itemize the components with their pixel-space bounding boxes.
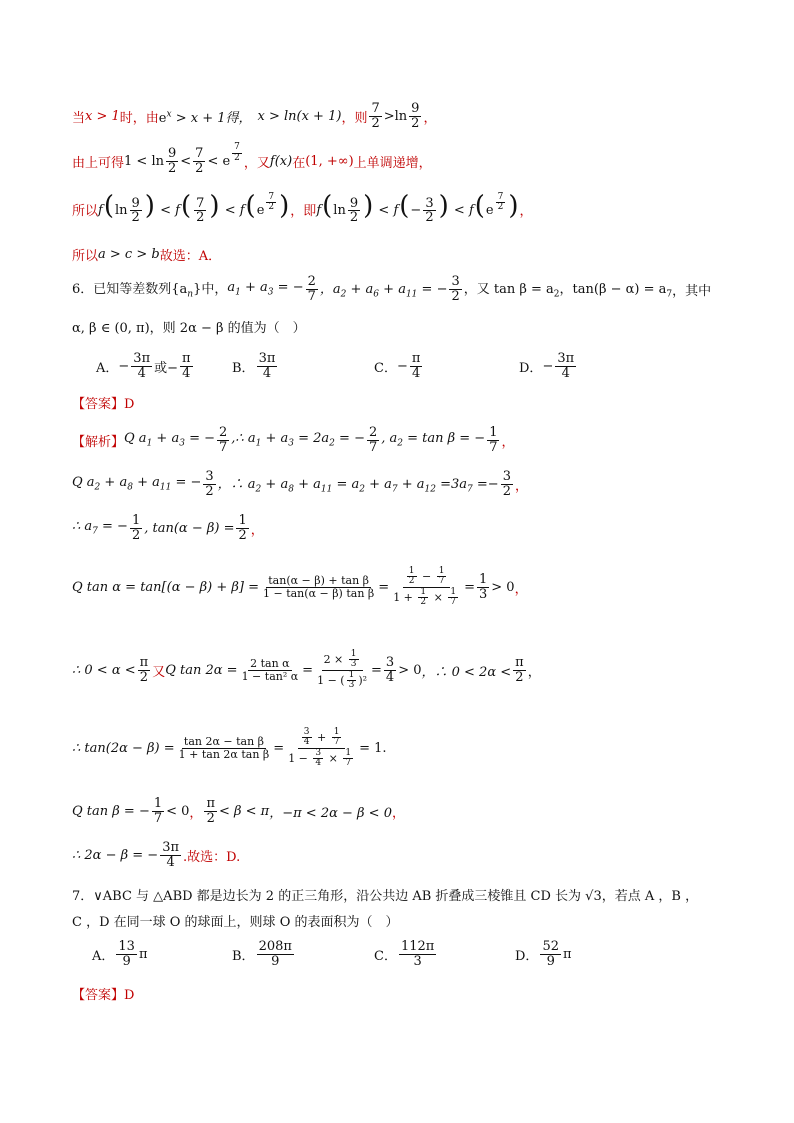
- q6-option-d[interactable]: D． − $\frac{3\pi}{4}$: [519, 350, 575, 381]
- q7-option-c[interactable]: C． $\frac{112\pi}{3}$: [374, 938, 435, 969]
- solution-line-2: [72, 142, 754, 177]
- math: ，又 $\tan \beta = a_2$: [463, 282, 560, 300]
- text: ，: [519, 203, 533, 219]
- compound-fraction: $\frac{3}{4}$ + $\frac{1}{7}$ 1 − $\frac{3}{4}$ × $\frac{1}{7}$: [288, 726, 352, 768]
- q6-option-a[interactable]: A． − $\frac{3\pi}{4}$ 或− $\frac{\pi}{4}$: [96, 350, 191, 381]
- math: 1 < ln: [124, 153, 164, 169]
- q6-solution-line-1: 【解析】 Q $a_1 + a_3$ = − $\frac{2}{7}$ ,∴ $a_1 + a_3 = 2a_2$ = − $\frac{2}{7}$ , $a_2 = \tan \beta$ = − $\frac{1}{7}$ ，: [72, 424, 515, 455]
- question-7-stem-line-2: C ，D 在同一球 O 的球面上，则球 O 的表面积为（ ）: [72, 914, 399, 930]
- text: 由上可得: [72, 155, 125, 171]
- q6-solution-line-3: ∴ $a_7$ = − $\frac{1}{2}$ , tan(α − β) = $\frac{1}{2}$ ，: [72, 512, 264, 543]
- text: 时，由: [119, 110, 159, 126]
- fraction: $\frac{7}{2}$: [371, 100, 380, 131]
- q6-solution-line-8: ∴ 2α − β = − $\frac{3\pi}{4}$ .故选：D.: [72, 839, 241, 870]
- math: f(x): [269, 153, 293, 169]
- text: ，即: [290, 203, 317, 219]
- math: ，$\tan(\beta - \alpha) = a_7$: [559, 282, 673, 300]
- text: 上单调递增，: [353, 155, 432, 171]
- math: a > c > b: [98, 246, 160, 262]
- text: ，则: [341, 110, 368, 126]
- math: ，$a_2 + a_6 + a_{11}$ = −: [319, 282, 448, 300]
- fraction: $\frac{2}{7}$: [307, 273, 316, 304]
- q6-answer: 【答案】D: [72, 396, 135, 412]
- compound-fraction: 2 × $\frac{1}{3}$ 1 − ( $\frac{1}{3}$ )²: [317, 648, 368, 690]
- text: 在: [292, 155, 306, 171]
- fraction: $\frac{7}{2}$: [195, 145, 204, 176]
- math: < e: [207, 153, 231, 169]
- q7-option-d[interactable]: D． $\frac{52}{9}$ π: [515, 938, 572, 969]
- text: ，: [423, 110, 437, 126]
- solution-line-3: [72, 190, 754, 228]
- math: x > 1: [85, 108, 120, 124]
- compound-fraction: $\frac{1}{2}$ − $\frac{1}{7}$ 1 + $\frac{1}{2}$ × $\frac{1}{7}$: [393, 565, 457, 607]
- q7-option-b[interactable]: B． $\frac{208\pi}{9}$: [232, 938, 292, 969]
- q6-solution-line-5: ∴ 0 < α < $\frac{\pi}{2}$ 又 Q tan 2α = $\frac{\text{2 tan α}}{\text{1 − tan² α}}$ = 2 × $\frac{1}{3}$ 1 − ( $\frac{1}{3}$ )² = $\frac{3}{4}$ > 0 ，∴ 0 < 2α < $\frac{\pi}{2}$ ，: [72, 648, 541, 690]
- fraction: $\frac{9}{2}$: [167, 145, 177, 176]
- math: <: [180, 153, 192, 169]
- q6-option-c[interactable]: C． − $\frac{\pi}{4}$: [374, 350, 421, 381]
- q6-option-b[interactable]: B． $\frac{3\pi}{4}$: [232, 350, 276, 381]
- text: α, β ∈ (0, π)，则 2α − β 的值为（ ）: [72, 320, 306, 336]
- q6-solution-line-6: ∴ tan(2α − β) = $\frac{\text{tan 2α − tan β}}{\text{1 + tan 2α tan β}}$ = $\frac{3}{4}$ + $\frac{1}{7}$ 1 − $\frac{3}{4}$ × $\frac{1}{7}$ = 1.: [72, 726, 387, 768]
- question-6-stem-line-2: [72, 315, 754, 337]
- math: f(ln $\frac{9}{2}$ ) < f(− $\frac{3}{2}$ ) < f(e $\frac{7}{2}$ ): [316, 191, 519, 226]
- solution-line-1: [72, 100, 754, 131]
- math: x > ln(x + 1): [257, 108, 342, 124]
- math: f(ln $\frac{9}{2}$ ) < f( $\frac{7}{2}$ ) < f(e $\frac{7}{2}$ ): [98, 191, 290, 226]
- q6-solution-line-4: Q tan α = tan[(α − β) + β] = $\frac{\text{tan(α − β) + tan β}}{\text{1 − tan(α − β) tan β}}$ = $\frac{1}{2}$ − $\frac{1}{7}$ 1 + $\frac{1}{2}$ × $\frac{1}{7}$ = $\frac{1}{3}$ > 0 ，: [72, 565, 528, 607]
- text: 6．已知等差数列$\{a_n\}$中，: [72, 282, 228, 300]
- math: (1, +∞): [305, 153, 354, 169]
- math: >ln: [383, 108, 408, 124]
- q6-solution-line-7: Q tan β = − $\frac{1}{7}$ < 0 ， $\frac{\pi}{2}$ < β < π ，−π < 2α − β < 0 ，: [72, 795, 405, 826]
- fraction: $\frac{9}{2}$: [411, 100, 420, 131]
- text: 故选：A．: [159, 248, 222, 264]
- fraction: $\frac{7}{2}$: [234, 142, 240, 163]
- fraction: $\frac{3}{2}$: [451, 273, 460, 304]
- text: ，其中: [672, 283, 712, 299]
- text: 所以: [72, 203, 99, 219]
- q6-solution-line-2: Q $a_2 + a_8 + a_{11}$ = − $\frac{3}{2}$ ，∴ $a_2 + a_8 + a_{11} = a_2 + a_7 + a_{12} =3a_7$ =− $\frac{3}{2}$ ，: [72, 468, 528, 499]
- q7-answer: 【答案】D: [72, 987, 135, 1003]
- solution-line-4: [72, 243, 754, 265]
- text: 所以: [72, 248, 99, 264]
- text: ，又: [243, 155, 270, 171]
- question-7-stem-line-1: 7．∨ABC 与 △ABD 都是边长为 2 的正三角形，沿公共边 AB 折叠成三棱锥且 CD 长为 √3，若点 A ，B ，: [72, 888, 699, 904]
- text: 当: [72, 110, 86, 126]
- q7-option-a[interactable]: A． $\frac{13}{9}$ π: [92, 938, 148, 969]
- math: $e^x > x + 1$得，: [158, 109, 252, 126]
- math: $a_1 + a_3$ = −: [227, 280, 304, 298]
- question-6-stem-line-1: [72, 275, 754, 303]
